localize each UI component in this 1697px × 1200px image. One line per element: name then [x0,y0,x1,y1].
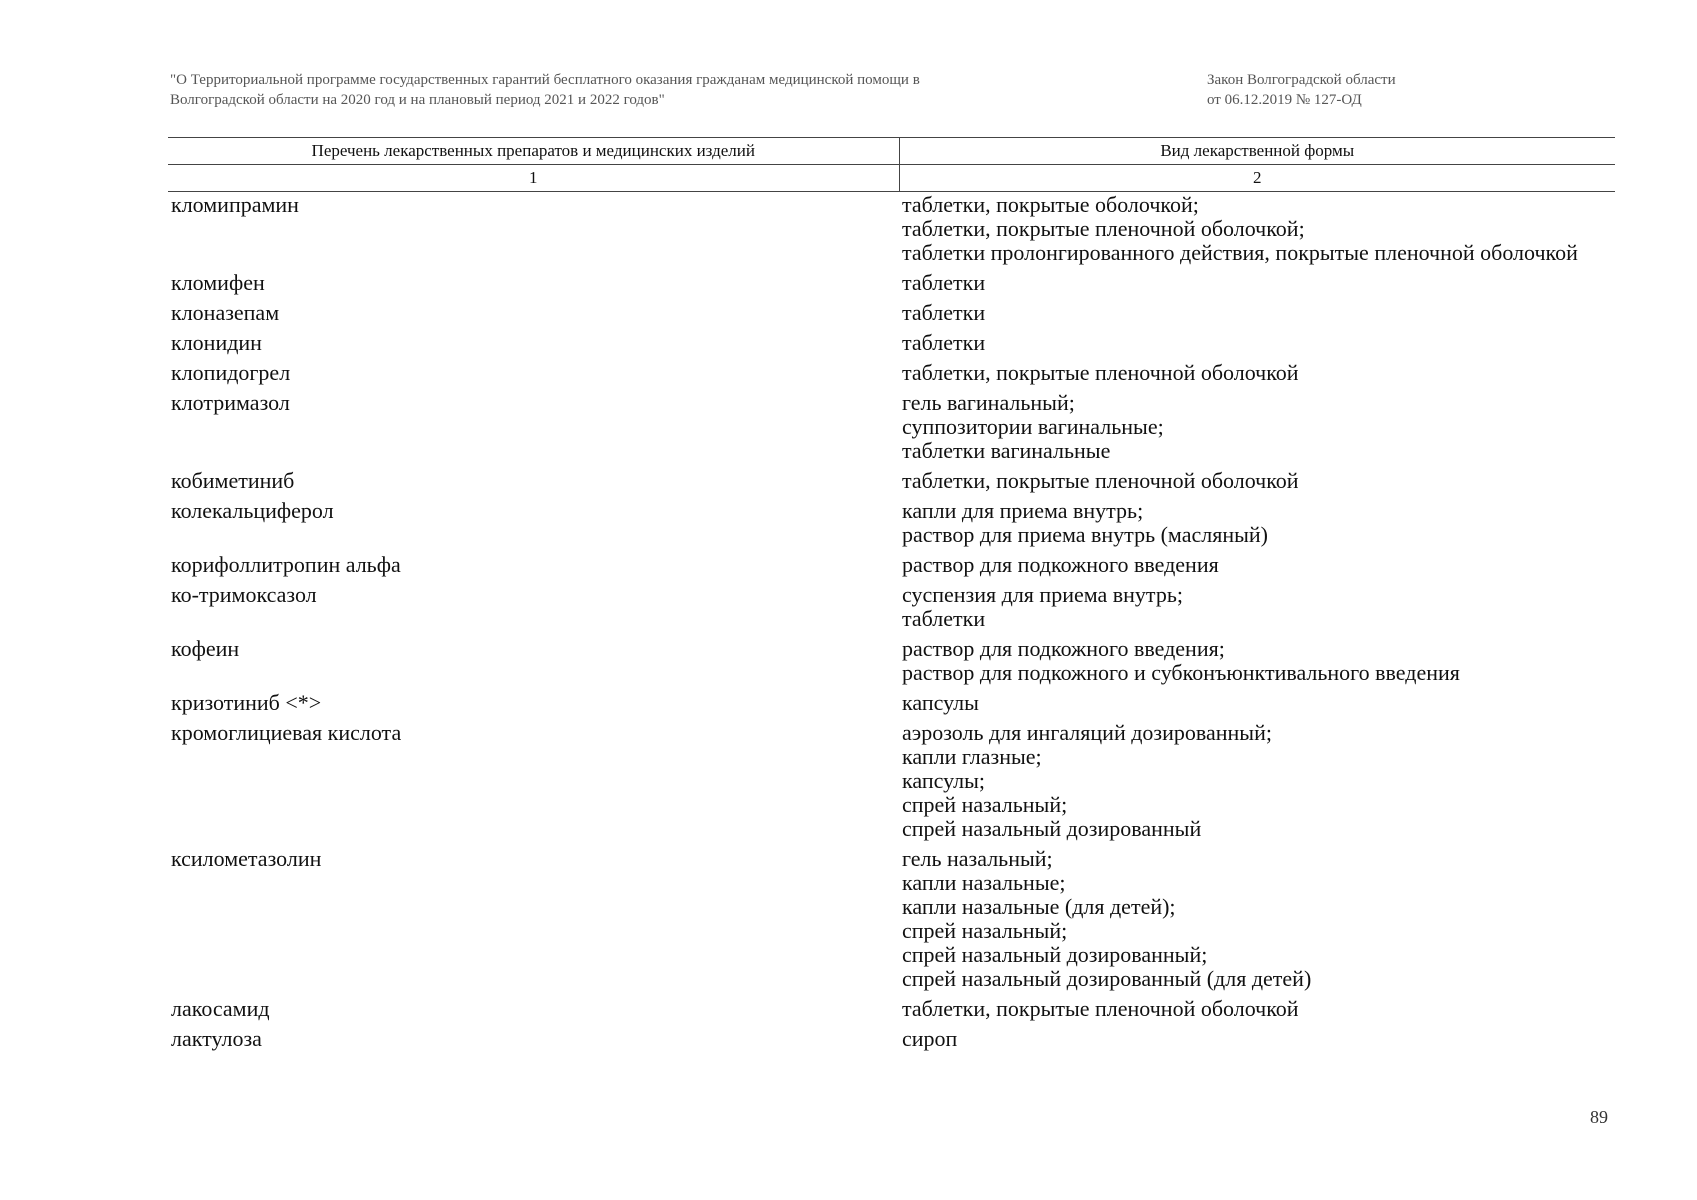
dosage-form: гель назальный; капли назальные; капли назальные (для детей); спрей назальный; спрей назальный дозированный; спрей назальный дозированный (для детей) [902,846,1312,991]
dosage-form: капсулы [902,690,979,715]
column-number-2: 2 [899,165,1615,192]
table-row [168,300,1615,330]
drug-name: клоназепам [171,300,280,325]
drug-name: клонидин [171,330,262,355]
dosage-form: гель вагинальный; суппозитории вагинальные; таблетки вагинальные [902,390,1164,463]
table-row [168,996,1615,1026]
drug-name: корифоллитропин альфа [171,552,401,577]
dosage-form: сироп [902,1026,958,1051]
dosage-form: суспензия для приема внутрь; таблетки [902,582,1183,631]
drug-name: кофеин [171,636,240,661]
law-reference-line2: от 06.12.2019 № 127-ОД [1207,92,1362,108]
table-row [168,390,1615,468]
drug-name: клотримазол [171,390,290,415]
drug-name: кломифен [171,270,265,295]
law-reference [1207,70,1547,110]
table-row [168,1026,1615,1056]
table-row [168,552,1615,582]
dosage-form: таблетки [902,300,986,325]
table-row [168,498,1615,552]
drug-name: кризотиниб <*> [171,690,322,715]
dosage-form: таблетки, покрытые пленочной оболочкой [902,468,1299,493]
table-row [168,846,1615,996]
column-header-list: Перечень лекарственных препаратов и медицинских изделий [168,138,899,165]
drug-name: кобиметиниб [171,468,295,493]
drug-name: кломипрамин [171,192,299,217]
drug-name: кромоглициевая кислота [171,720,402,745]
table-body [168,192,1615,1057]
table-row [168,360,1615,390]
table-row [168,720,1615,846]
drug-name: лактулоза [171,1026,262,1051]
document-title-line2: Волгоградской области на 2020 год и на плановый период 2021 и 2022 годов" [170,92,665,108]
dosage-form: раствор для подкожного введения [902,552,1219,577]
table-row [168,636,1615,690]
dosage-form: аэрозоль для ингаляций дозированный; капли глазные; капсулы; спрей назальный; спрей назальный дозированный [902,720,1272,841]
dosage-form: таблетки [902,270,986,295]
dosage-form: капли для приема внутрь; раствор для приема внутрь (масляный) [902,498,1268,547]
document-title [170,70,1010,110]
drug-name: колекальциферол [171,498,334,523]
dosage-form: таблетки, покрытые пленочной оболочкой [902,360,1299,385]
drug-name: ко-тримоксазол [171,582,317,607]
document-title-line1: "О Территориальной программе государственных гарантий бесплатного оказания гражданам медицинской помощи в [170,72,920,88]
dosage-form: таблетки [902,330,986,355]
drug-name: клопидогрел [171,360,291,385]
drug-name: ксилометазолин [171,846,322,871]
law-reference-line1: Закон Волгоградской области [1207,72,1396,88]
table-row [168,582,1615,636]
drug-name: лакосамид [171,996,270,1021]
page-number: 89 [1590,1107,1608,1127]
dosage-form: раствор для подкожного введения; раствор для подкожного и субконъюнктивального введения [902,636,1460,685]
drug-table [168,137,1615,1056]
table-row [168,270,1615,300]
table-row [168,192,1615,271]
table-row [168,690,1615,720]
column-number-1: 1 [168,165,899,192]
table-row [168,468,1615,498]
column-header-form: Вид лекарственной формы [899,138,1615,165]
dosage-form: таблетки, покрытые пленочной оболочкой [902,996,1299,1021]
table-row [168,330,1615,360]
dosage-form: таблетки, покрытые оболочкой; таблетки, покрытые пленочной оболочкой; таблетки пролонгированного действия, покрытые пленочной оболочкой [902,192,1578,265]
